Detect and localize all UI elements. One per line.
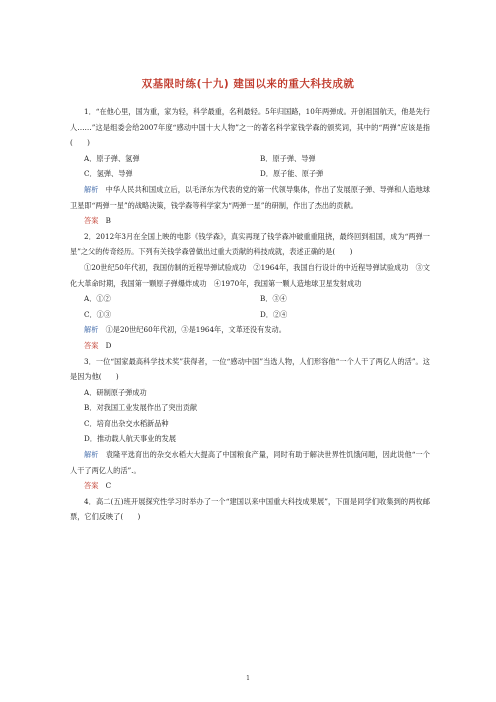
question-2-option-c: C．①③ <box>84 309 112 319</box>
explanation-text: ①是20世纪60年代初，③是1964年，文革还没有发动。 <box>105 325 286 335</box>
question-2-option-d: D．②④ <box>260 309 288 319</box>
question-1-answer <box>70 213 430 229</box>
question-2-answer <box>70 338 430 354</box>
question-2-options-row2 <box>70 307 430 323</box>
question-2-stem: 2．2012年3月在全国上映的电影《钱学森》，真实再现了钱学森冲破重重阻挠，最终回到祖国，成为“两弹一星”之父的传奇经历。下列有关钱学森曾做出过重大贡献的科技成就，表述正确的是( ) <box>70 231 430 257</box>
question-2-option-a: A．①② <box>84 294 111 304</box>
question-1-option-c: C．氢弹、导弹 <box>84 169 133 179</box>
question-3-option-c: C．培育出杂交水稻新品种 <box>84 418 169 428</box>
page-title: 双基限时练(十九) 建国以来的重大科技成就 <box>141 78 355 90</box>
question-3-option-d: D．推动载人航天事业的发展 <box>84 434 177 444</box>
question-1-options-row2 <box>70 166 430 182</box>
question-1-option-d: D．原子能、原子弹 <box>260 169 324 179</box>
question-1-option-a: A．原子弹、氢弹 <box>84 153 140 163</box>
explanation-label: 解析 <box>84 450 99 460</box>
answer-label: 答案 <box>84 481 99 491</box>
question-1-options-row1 <box>70 151 430 167</box>
question-3-option-a: A．研制原子弹成功 <box>84 387 147 397</box>
answer-label: 答案 <box>84 216 99 226</box>
explanation-text: 中华人民共和国成立后，以毛泽东为代表的党的第一代领导集体，作出了发展原子弹、导弹和人造地球卫星即“两弹一星”的战略决策，钱学森等科学家为“两弹一星”的研制，作出了杰出的贡献。 <box>70 184 430 210</box>
question-content <box>70 104 430 525</box>
question-3-explanation <box>70 447 430 478</box>
question-2-items: ①20世纪50年代初，我国仿制的近程导弹试验成功 ②1964年，我国自行设计的中近程导弹试验成功 ③文化大革命时期，我国第一颗原子弹爆炸成功 ④1970年，我国第一颗人造地球卫星发射成功 <box>70 262 430 288</box>
question-3-answer <box>70 478 430 494</box>
explanation-text: 袁隆平选育出的杂交水稻大大提高了中国粮食产量，同时有助于解决世界性饥饿问题，因此说他“一个人干了两亿人的活”.。 <box>70 450 430 475</box>
question-2-explanation <box>70 322 430 338</box>
question-4-stem: 4．高二(五)班开展探究性学习时举办了一个“建国以来中国重大科技成果展”，下面是同学们收集到的两枚邮票，它们反映了( ) <box>70 496 430 522</box>
question-1-explanation <box>70 182 430 213</box>
question-2-option-b: B．③④ <box>260 294 287 304</box>
answer-value: D <box>105 340 112 350</box>
question-3-option-b: B．对我国工业发展作出了突出贡献 <box>84 403 198 413</box>
answer-value: B <box>105 216 111 226</box>
question-2-options-row1 <box>70 291 430 307</box>
answer-label: 答案 <box>84 340 99 350</box>
page-number: 1 <box>246 675 250 682</box>
question-3-stem: 3．一位“国家最高科学技术奖”获得者，一位“感动中国”当选人物，人们形容他“一个人干了两亿人的活”。这是因为他( ) <box>70 356 430 382</box>
answer-value: C <box>105 481 112 491</box>
question-1-option-b: B．原子弹、导弹 <box>260 153 316 163</box>
explanation-label: 解析 <box>84 184 99 194</box>
explanation-label: 解析 <box>84 325 99 335</box>
question-1-stem: 1．“在他心里，国为重，家为轻，科学最重，名利最轻。5年归国路，10年两弹成。开创祖国航天，他是先行人……”这是组委会给2007年度“感动中国十大人物”之一的著名科学家钱学森的颁奖词，其中的“两弹”应该是指( ) <box>70 107 430 148</box>
